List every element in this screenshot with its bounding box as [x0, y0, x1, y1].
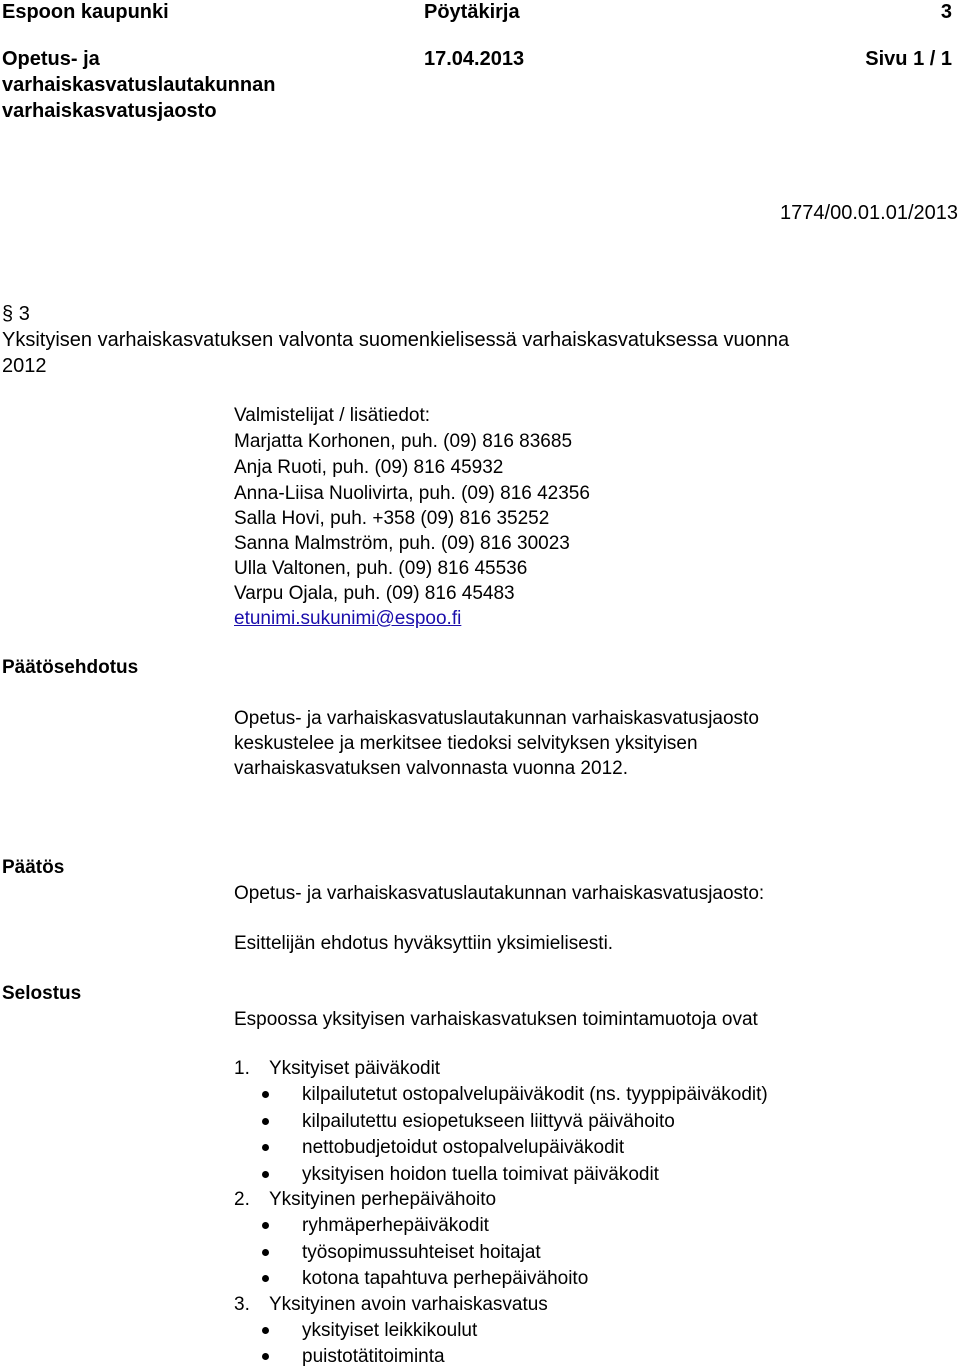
section-number: 3: [940, 1, 952, 23]
list-item-text: kilpailutettu esiopetukseen liittyvä päivähoito: [302, 1111, 675, 1132]
statement-label: Selostus: [2, 983, 82, 1004]
contact-line: Varpu Ojala, puh. (09) 816 45483: [234, 583, 515, 604]
list-item: [262, 1318, 477, 1345]
list-group-title: [234, 1187, 496, 1214]
body-line3: varhaiskasvatusjaosto: [2, 100, 217, 122]
decision-label: Päätös: [2, 857, 65, 878]
bullet-icon: [262, 1222, 269, 1229]
proposal-label: Päätösehdotus: [2, 657, 139, 678]
list-group-number: 1.: [234, 1058, 250, 1079]
bullet-icon: [262, 1118, 269, 1125]
bullet-icon: [262, 1091, 269, 1098]
contact-line: Anja Ruoti, puh. (09) 816 45932: [234, 457, 504, 478]
list-item-text: nettobudjetoidut ostopalvelupäiväkodit: [302, 1137, 625, 1158]
list-group-title: [234, 1292, 548, 1319]
contact-line: Marjatta Korhonen, puh. (09) 816 83685: [234, 431, 573, 452]
email-link[interactable]: etunimi.sukunimi@espoo.fi: [234, 608, 462, 629]
section-heading-number: [2, 301, 30, 327]
list-item: [262, 1162, 659, 1189]
decision-line1: Opetus- ja varhaiskasvatuslautakunnan varhaiskasvatusjaosto:: [234, 883, 765, 904]
preparers-heading: Valmistelijat / lisätiedot:: [234, 405, 431, 426]
list-item-text: puistotätitoiminta: [302, 1346, 445, 1367]
bullet-icon: [262, 1353, 269, 1360]
list-item-text: kilpailutetut ostopalvelupäiväkodit (ns. tyyppipäiväkodit): [302, 1084, 768, 1105]
body-line1: Opetus- ja: [2, 48, 100, 70]
list-item: [262, 1344, 445, 1371]
list-item-text: yksityiset leikkikoulut: [302, 1320, 478, 1341]
body-line2: varhaiskasvatuslautakunnan: [2, 74, 276, 96]
page-indicator: Sivu 1 / 1: [865, 48, 952, 70]
list-item: [262, 1135, 624, 1162]
list-group-text: Yksityiset päiväkodit: [269, 1058, 441, 1079]
list-item: [262, 1266, 588, 1293]
meeting-date: 17.04.2013: [424, 48, 525, 70]
section-symbol: §: [2, 303, 14, 325]
list-item: [262, 1082, 768, 1109]
contact-line: Salla Hovi, puh. +358 (09) 816 35252: [234, 508, 550, 529]
list-item: [262, 1240, 541, 1267]
list-group-text: Yksityinen perhepäivähoito: [269, 1189, 497, 1210]
list-item-text: työsopimussuhteiset hoitajat: [302, 1242, 541, 1263]
list-item-text: ryhmäperhepäiväkodit: [302, 1215, 489, 1236]
contact-line: Sanna Malmström, puh. (09) 816 30023: [234, 533, 570, 554]
section-title-line2: 2012: [2, 355, 47, 377]
proposal-line1: Opetus- ja varhaiskasvatuslautakunnan varhaiskasvatusjaosto: [234, 708, 759, 729]
bullet-icon: [262, 1171, 269, 1178]
doc-type: Pöytäkirja: [424, 1, 520, 23]
contact-line: Anna-Liisa Nuolivirta, puh. (09) 816 42356: [234, 483, 590, 504]
decision-line2: Esittelijän ehdotus hyväksyttiin yksimielisesti.: [234, 933, 614, 954]
reference-number: 1774/00.01.01/2013: [780, 202, 958, 224]
section-title-line1: Yksityisen varhaiskasvatuksen valvonta suomenkielisessä varhaiskasvatuksessa vuonna: [2, 329, 790, 351]
statement-intro: Espoossa yksityisen varhaiskasvatuksen toimintamuotoja ovat: [234, 1009, 758, 1030]
bullet-icon: [262, 1327, 269, 1334]
contact-line: Ulla Valtonen, puh. (09) 816 45536: [234, 558, 528, 579]
list-item-text: yksityisen hoidon tuella toimivat päiväkodit: [302, 1164, 659, 1185]
proposal-line2: keskustelee ja merkitsee tiedoksi selvityksen yksityisen: [234, 733, 698, 754]
bullet-icon: [262, 1144, 269, 1151]
proposal-line3: varhaiskasvatuksen valvonnasta vuonna 2012.: [234, 758, 628, 779]
list-item: [262, 1109, 675, 1136]
org-name: Espoon kaupunki: [2, 1, 169, 23]
list-item: [262, 1213, 489, 1240]
list-item-text: kotona tapahtuva perhepäivähoito: [302, 1268, 589, 1289]
list-group-title: [234, 1056, 440, 1083]
bullet-icon: [262, 1275, 269, 1282]
list-group-number: 3.: [234, 1294, 250, 1315]
bullet-icon: [262, 1249, 269, 1256]
section-heading-num: 3: [18, 303, 30, 325]
list-group-number: 2.: [234, 1189, 250, 1210]
list-group-text: Yksityinen avoin varhaiskasvatus: [269, 1294, 548, 1315]
